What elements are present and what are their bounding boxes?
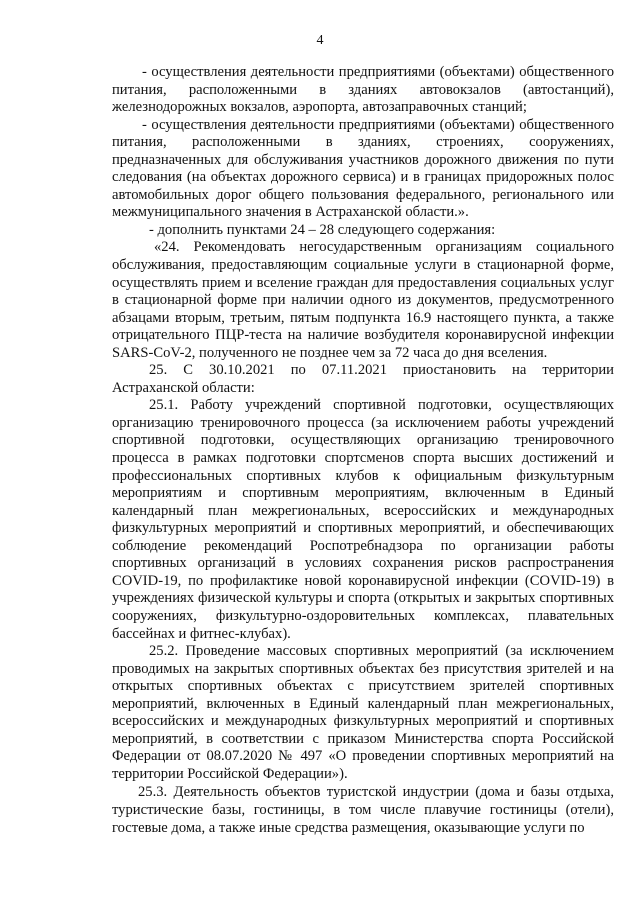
paragraph-catering-roadside: - осуществления деятельности предприятиями (объектами) общественного питания, расположенными в зданиях, строениях, сооружениях, предназначенных для обслуживания участников дорожного движения по пути следования (на объектах дорожного сервиса) и в границах придорожных полос автомобильных дорог общего пользования федерального, регионального или межмуниципального значения в Астраханской области.».: [112, 116, 614, 221]
paragraph-catering-transport: - осуществления деятельности предприятиями (объектами) общественного питания, расположенными в зданиях автовокзалов (автостанций), железнодорожных вокзалов, аэропорта, автозаправочных станций;: [112, 64, 614, 116]
paragraph-item-24: «24. Рекомендовать негосударственным организациям социального обслуживания, предоставляющим социальные услуги в стационарной форме, осуществлять прием и вселение граждан для предоставления социальных услуг в стационарной форме при наличии одного из документов, предусмотренного абзацами вторым, третьим, пятым подпункта 16.9 настоящего пункта, а также отрицательного ПЦР-теста на наличие возбудителя коронавирусной инфекции SARS-CoV-2, полученного не позднее чем за 72 часа до дня вселения.: [112, 239, 614, 361]
paragraph-amendment-intro: - дополнить пунктами 24 – 28 следующего содержания:: [149, 221, 496, 238]
page-number: 4: [316, 33, 324, 48]
paragraph-item-25: 25. С 30.10.2021 по 07.11.2021 приостановить на территории Астраханской области:: [112, 362, 614, 396]
paragraph-item-25-1: 25.1. Работу учреждений спортивной подготовки, осуществляющих организацию тренировочного процесса (за исключением работы учреждений спортивной подготовки, осуществляющих организацию тренировочного процесса в рамках подготовки спортсменов спорта высших достижений и профессиональных спортивных клубов к официальным физкультурным мероприятиям и спортивным мероприятиям, включенным в Единый календарный план межрегиональных, всероссийских и международных физкультурных мероприятий и спортивных мероприятий, и обеспечивающих соблюдение рекомендаций Роспотребнадзора по организации работы спортивных организаций в условиях сохранения рисков распространения COVID-19, по профилактике новой коронавирусной инфекции (COVID-19) в учреждениях физической культуры и спорта (открытых и закрытых спортивных сооружениях, физкультурно-оздоровительных комплексах, плавательных бассейнах и фитнес-клубах).: [112, 397, 614, 642]
paragraph-item-25-2: 25.2. Проведение массовых спортивных мероприятий (за исключением проводимых на закрытых спортивных объектах без присутствия зрителей и на открытых спортивных объектах с присутствием зрителей спортивных мероприятий, включенных в Единый календарный план межрегиональных, всероссийских и международных физкультурных мероприятий и спортивных мероприятий, в соответствии с приказом Министерства спорта Российской Федерации от 08.07.2020 № 497 «О проведении спортивных мероприятий на территории Российской Федерации»).: [112, 643, 614, 782]
paragraph-item-25-3: 25.3. Деятельность объектов туристской индустрии (дома и базы отдыха, туристические базы, гостиницы, в том числе плавучие гостиницы (отели), гостевые дома, а также иные средства размещения, оказывающие услуги по: [112, 784, 614, 836]
document-body: [112, 64, 614, 837]
